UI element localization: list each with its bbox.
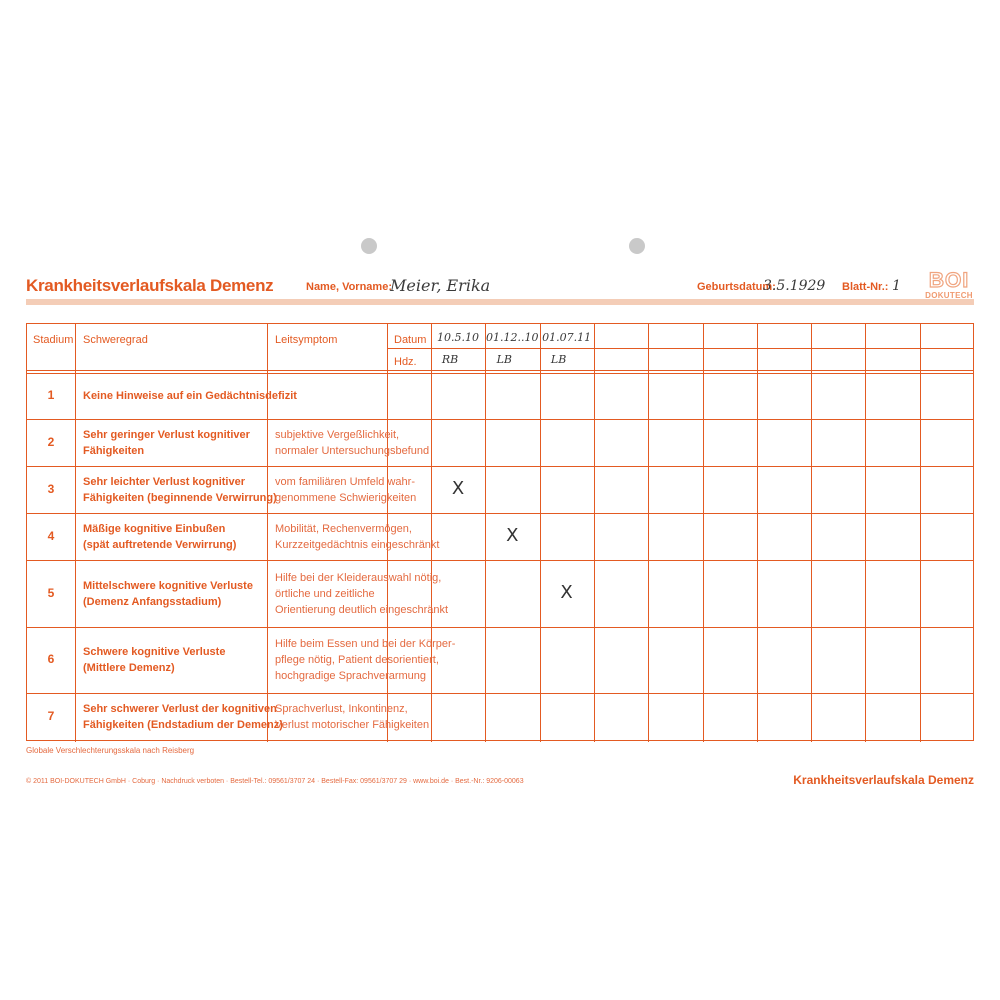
symptom-text: Kurzzeitgedächtnis eingeschränkt bbox=[275, 538, 440, 551]
form-header bbox=[26, 274, 976, 300]
visit-initials[interactable]: LB bbox=[496, 353, 512, 366]
stage-mark-x[interactable]: X bbox=[451, 477, 465, 499]
stage-number: 4 bbox=[47, 528, 55, 543]
symptom-text: Sprachverlust, Inkontinenz, bbox=[275, 702, 408, 715]
logo-subtitle: DOKUTECH bbox=[925, 291, 973, 300]
sheet-number-label: Blatt-Nr.: bbox=[842, 281, 889, 293]
boi-dokutech-logo bbox=[922, 271, 976, 307]
visit-date[interactable]: 10.5.10 bbox=[437, 331, 479, 344]
header-rule bbox=[26, 299, 974, 305]
copyright-line: © 2011 BOI-DOKUTECH GmbH · Coburg · Nachdruck verboten · Bestell-Tel.: 09561/3707 24 · Bestell-Fax: 09561/3707 29 · www.boi.de · Best.-Nr.: 9206-00063 bbox=[26, 778, 524, 785]
symptom-text: Mobilität, Rechenvermögen, bbox=[275, 522, 412, 535]
row-divider bbox=[27, 513, 973, 514]
visit-column-divider bbox=[703, 324, 704, 742]
row-divider bbox=[27, 419, 973, 420]
name-label: Name, Vorname: bbox=[306, 281, 392, 293]
column-divider bbox=[267, 324, 268, 742]
stage-number: 6 bbox=[47, 652, 55, 666]
header-bottom-line bbox=[27, 370, 973, 371]
stage-mark-x[interactable]: X bbox=[506, 524, 519, 546]
logo-mark: BOI bbox=[928, 269, 970, 292]
row-divider bbox=[27, 560, 973, 561]
header-date: Datum bbox=[394, 334, 427, 346]
header-symptom: Leitsymptom bbox=[275, 334, 338, 346]
symptom-text: normaler Untersuchungsbefund bbox=[275, 444, 430, 457]
column-divider bbox=[431, 324, 432, 742]
stage-number: 7 bbox=[47, 708, 55, 723]
visit-column-divider bbox=[811, 324, 812, 742]
source-note: Globale Verschlechterungsskala nach Reisberg bbox=[26, 746, 195, 755]
visit-initials[interactable]: RB bbox=[441, 353, 459, 366]
symptom-text: Hilfe bei der Kleiderauswahl nötig, bbox=[275, 571, 442, 584]
severity-text: Fähigkeiten bbox=[83, 444, 145, 457]
row-divider bbox=[27, 627, 973, 628]
punch-hole-left bbox=[361, 238, 377, 254]
severity-text: Sehr schwerer Verlust der kognitiven bbox=[83, 702, 277, 715]
severity-text: Mäßige kognitive Einbußen bbox=[83, 522, 226, 535]
punch-hole-right bbox=[629, 238, 645, 254]
symptom-text: genommene Schwierigkeiten bbox=[275, 491, 417, 504]
header-stage: Stadium bbox=[33, 334, 74, 346]
severity-text: Sehr geringer Verlust kognitiver bbox=[83, 428, 250, 441]
visit-date[interactable]: 01.12..10 bbox=[486, 331, 539, 344]
stage-number: 1 bbox=[47, 388, 55, 402]
stage-number: 3 bbox=[47, 481, 55, 496]
severity-text: Keine Hinweise auf ein Gedächtnisdefizit bbox=[83, 390, 297, 402]
sheet-number-value[interactable]: 1 bbox=[892, 278, 901, 294]
symptom-text: pflege nötig, Patient desorientiert, bbox=[275, 654, 439, 666]
symptom-text: Orientierung deutlich eingeschränkt bbox=[275, 603, 449, 616]
row-divider bbox=[27, 693, 973, 694]
header-initials: Hdz. bbox=[394, 356, 417, 368]
symptom-text: örtliche und zeitliche bbox=[275, 587, 375, 600]
symptom-text: subjektive Vergeßlichkeit, bbox=[275, 428, 400, 441]
row-divider bbox=[27, 466, 973, 467]
header-severity: Schweregrad bbox=[83, 334, 148, 346]
birth-date-label: Geburtsdatum: bbox=[697, 281, 776, 293]
visit-column-divider bbox=[757, 324, 758, 742]
column-divider bbox=[75, 324, 76, 742]
header-bottom-line-double bbox=[27, 373, 973, 374]
severity-text: (Demenz Anfangsstadium) bbox=[83, 595, 222, 608]
visit-column-divider bbox=[920, 324, 921, 742]
visit-column-divider bbox=[594, 324, 595, 742]
name-value[interactable]: Meier, Erika bbox=[390, 276, 491, 295]
disease-progress-table bbox=[26, 323, 974, 741]
severity-text: Fähigkeiten (beginnende Verwirrung) bbox=[83, 491, 277, 504]
visit-column-divider bbox=[865, 324, 866, 742]
severity-text: (Mittlere Demenz) bbox=[83, 662, 175, 674]
symptom-text: vom familiären Umfeld wahr- bbox=[275, 475, 415, 488]
birth-date-value[interactable]: 3.5.1929 bbox=[763, 278, 826, 294]
stage-mark-x[interactable]: X bbox=[560, 581, 573, 603]
symptom-text: hochgradige Sprachverarmung bbox=[275, 670, 427, 682]
header-row-divider bbox=[387, 348, 973, 349]
stage-number: 2 bbox=[47, 434, 55, 449]
severity-text: Sehr leichter Verlust kognitiver bbox=[83, 475, 246, 488]
footer-title: Krankheitsverlaufskala Demenz bbox=[793, 773, 974, 787]
visit-column-divider bbox=[540, 324, 541, 742]
severity-text: Mittelschwere kognitive Verluste bbox=[83, 579, 253, 592]
visit-date[interactable]: 01.07.11 bbox=[542, 331, 592, 344]
symptom-text: Verlust motorischer Fähigkeiten bbox=[275, 718, 430, 731]
stage-number: 5 bbox=[47, 585, 55, 600]
visit-column-divider bbox=[648, 324, 649, 742]
severity-text: Fähigkeiten (Endstadium der Demenz) bbox=[83, 718, 283, 731]
form-title: Krankheitsverlaufskala Demenz bbox=[26, 276, 274, 295]
symptom-text: Hilfe beim Essen und bei der Körper- bbox=[275, 638, 456, 650]
visit-initials[interactable]: LB bbox=[550, 353, 567, 366]
severity-text: Schwere kognitive Verluste bbox=[83, 646, 226, 658]
severity-text: (spät auftretende Verwirrung) bbox=[83, 538, 237, 551]
